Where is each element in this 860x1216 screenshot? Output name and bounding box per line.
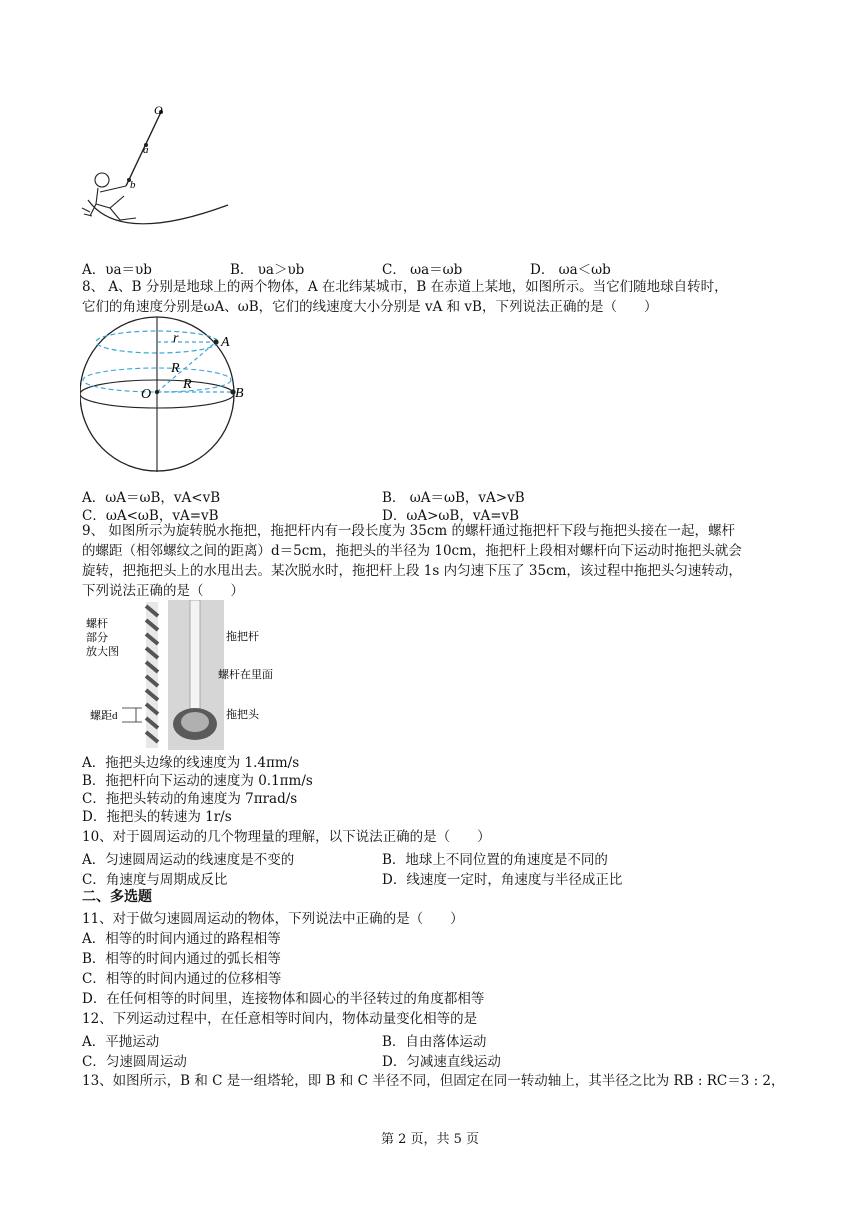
q9-option-a[interactable]: A．拖把头边缘的线速度为 1.4πm/s <box>82 755 300 771</box>
q7-option-d[interactable]: D． ωa＜ωb <box>530 262 611 278</box>
label-b: b <box>130 179 136 191</box>
q8-option-c[interactable]: C．ωA<ωB，vA=vB <box>82 508 219 524</box>
q9-option-d[interactable]: D．拖把头的转速为 1r/s <box>82 809 232 825</box>
label-O: O <box>141 387 152 402</box>
q8-option-b[interactable]: B． ωA＝ωB，vA>vB <box>382 490 525 506</box>
q9-stem-line4: 下列说法正确的是（ ） <box>82 583 244 599</box>
pole-label: 拖把杆 <box>226 631 259 643</box>
label-R2: R <box>183 377 192 392</box>
q10-option-d[interactable]: D．线速度一定时，角速度与半径成正比 <box>382 872 623 888</box>
q12-option-c[interactable]: C．匀速圆周运动 <box>82 1054 187 1070</box>
screw-label-3: 放大图 <box>86 646 119 658</box>
label-A: A <box>221 335 230 350</box>
q10-option-a[interactable]: A．匀速圆周运动的线速度是不变的 <box>82 852 295 868</box>
earth-figure <box>80 312 245 482</box>
q8-option-a[interactable]: A．ωA＝ωB，vA<vB <box>82 490 221 506</box>
q8-stem-line1: 8、 A、B 分别是地球上的两个物体，A 在北纬某城市，B 在赤道上某地，如图所示。当它们随地球自转时， <box>82 279 728 295</box>
q11-option-b[interactable]: B．相等的时间内通过的弧长相等 <box>82 951 281 967</box>
q10-option-c[interactable]: C．角速度与周期成反比 <box>82 872 228 888</box>
q12-stem: 12、下列运动过程中，在任意相等时间内，物体动量变化相等的是 <box>82 1011 478 1027</box>
q9-stem-line3: 旋转，把拖把头上的水甩出去。某次脱水时，拖把杆上段 1s 内匀速下压了 35cm，该过程中拖把头匀速转动， <box>82 563 742 579</box>
section-title-multiple-choice: 二、多选题 <box>82 889 152 905</box>
q11-option-c[interactable]: C．相等的时间内通过的位移相等 <box>82 971 282 987</box>
q11-option-d[interactable]: D．在任何相等的时间里，连接物体和圆心的半径转过的角度都相等 <box>82 991 485 1007</box>
pitch-label: 螺距d <box>90 710 118 722</box>
q11-stem: 11、对于做匀速圆周运动的物体，下列说法中正确的是（ ） <box>82 911 464 927</box>
q13-stem-line1: 13、如图所示，B 和 C 是一组塔轮，即 B 和 C 半径不同，但固定在同一转动轴上，其半径之比为 RB : RC＝3 : 2， <box>82 1073 785 1089</box>
q7-option-c[interactable]: C． ωa＝ωb <box>382 262 463 278</box>
q10-stem: 10、对于圆周运动的几个物理量的理解，以下说法正确的是（ ） <box>82 829 491 845</box>
screw-inside-label: 螺杆在里面 <box>218 669 273 681</box>
label-o: O <box>154 103 163 117</box>
q10-option-b[interactable]: B．地球上不同位置的角速度是不同的 <box>382 852 608 868</box>
screw-label-1: 螺杆 <box>86 618 108 630</box>
q9-option-b[interactable]: B．拖把杆向下运动的速度为 0.1πm/s <box>82 773 313 789</box>
head-label: 拖把头 <box>226 709 259 721</box>
q12-option-d[interactable]: D．匀减速直线运动 <box>382 1054 501 1070</box>
q7-option-a[interactable]: A．υa＝υb <box>82 262 152 278</box>
q8-stem-line2: 它们的角速度分别是ωA、ωB，它们的线速度大小分别是 vA 和 vB，下列说法正确的是（ ） <box>82 299 658 315</box>
q11-option-a[interactable]: A．相等的时间内通过的路程相等 <box>82 931 281 947</box>
label-B: B <box>235 386 244 401</box>
screw-label-2: 部分 <box>86 632 108 644</box>
mop-figure <box>84 600 280 750</box>
swing-figure <box>80 100 230 235</box>
label-a: a <box>143 144 149 156</box>
label-r: r <box>173 331 179 346</box>
q8-option-d[interactable]: D．ωA>ωB，vA=vB <box>382 508 520 524</box>
q12-option-a[interactable]: A．平抛运动 <box>82 1034 160 1050</box>
q9-stem-line2: 的螺距（相邻螺纹之间的距离）d＝5cm，拖把头的半径为 10cm，拖把杆上段相对螺杆向下运动时拖把头就会 <box>82 543 742 559</box>
label-R1: R <box>171 361 180 376</box>
q9-stem-line1: 9、 如图所示为旋转脱水拖把，拖把杆内有一段长度为 35cm 的螺杆通过拖把杆下段与拖把头接在一起，螺杆 <box>82 523 736 539</box>
q9-option-c[interactable]: C．拖把头转动的角速度为 7πrad/s <box>82 791 298 807</box>
q12-option-b[interactable]: B．自由落体运动 <box>382 1034 487 1050</box>
q7-option-b[interactable]: B． υa＞υb <box>230 262 305 278</box>
page-footer: 第 2 页，共 5 页 <box>380 1132 480 1147</box>
